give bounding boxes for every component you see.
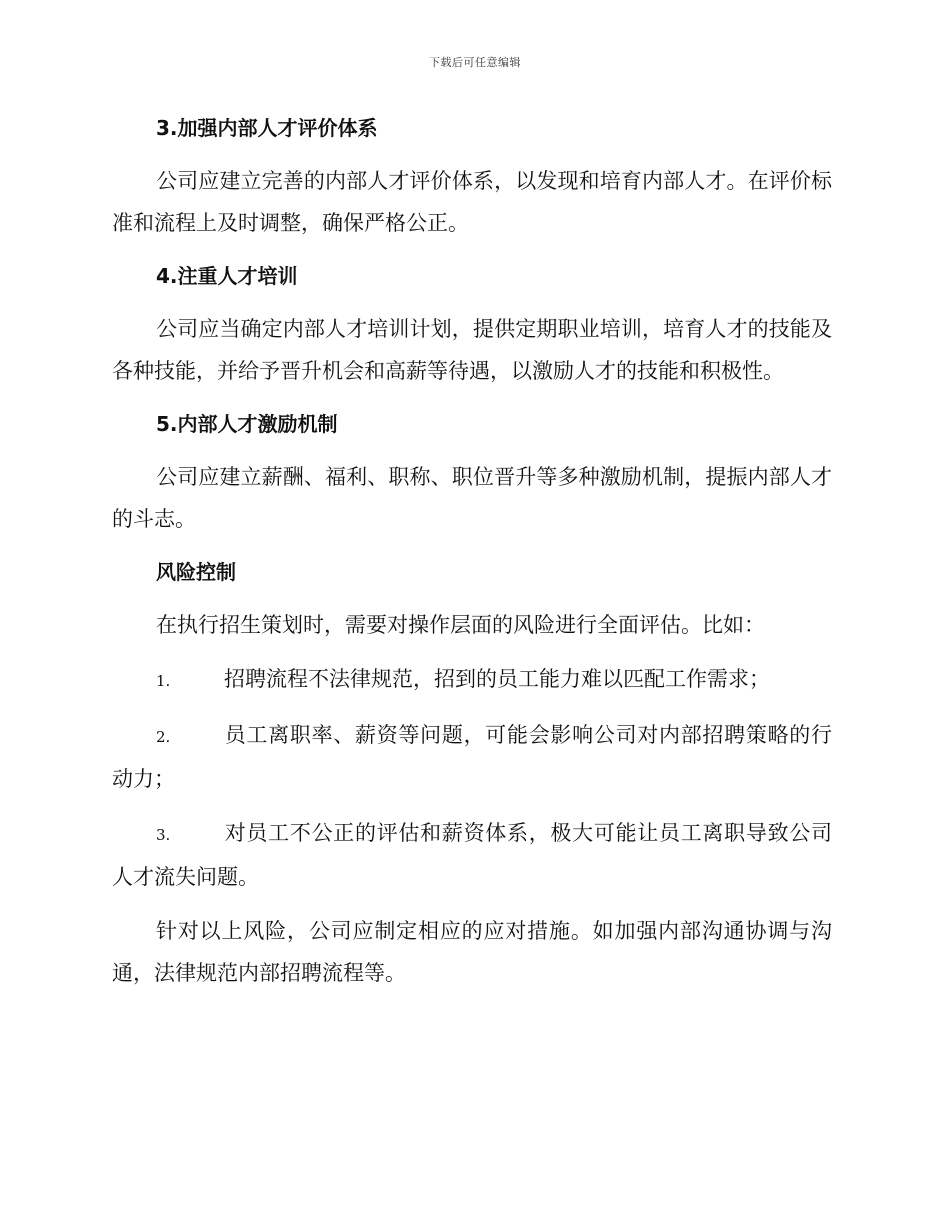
risk-list-item (112, 714, 832, 800)
section-heading-4: 4.注重人才培训 (156, 264, 298, 288)
list-item-number: 1. (156, 672, 171, 690)
section-body-4: 公司应当确定内部人才培训计划，提供定期职业培训，培育人才的技能及各种技能，并给予晋升机会和高薪等待遇，以激励人才的技能和积极性。 (112, 317, 832, 383)
section-heading-3: 3.加强内部人才评价体系 (156, 116, 378, 140)
list-item-number: 2. (156, 728, 171, 746)
document-body (112, 108, 832, 1006)
risk-intro: 在执行招生策划时，需要对操作层面的风险进行全面评估。比如： (156, 613, 765, 637)
risk-list-item (112, 812, 832, 898)
list-item-text: 对员工不公正的评估和薪资体系，极大可能让员工离职导致公司人才流失问题。 (112, 821, 832, 889)
section-body-5: 公司应建立薪酬、福利、职称、职位晋升等多种激励机制，提振内部人才的斗志。 (112, 465, 832, 531)
list-item-text: 员工离职率、薪资等问题，可能会影响公司对内部招聘策略的行动力； (112, 723, 832, 791)
list-item-number: 3. (156, 826, 171, 844)
section-heading-5: 5.内部人才激励机制 (156, 412, 338, 436)
risk-list-item (112, 658, 832, 702)
risk-conclusion: 针对以上风险，公司应制定相应的应对措施。如加强内部沟通协调与沟通，法律规范内部招聘流程等。 (112, 919, 832, 985)
section-body-3: 公司应建立完善的内部人才评价体系，以发现和培育内部人才。在评价标准和流程上及时调整，确保严格公正。 (112, 169, 832, 235)
risk-heading: 风险控制 (156, 560, 236, 584)
page-header: 下载后可任意编辑 (429, 56, 521, 69)
list-item-text: 招聘流程不法律规范，招到的员工能力难以匹配工作需求； (224, 667, 770, 691)
